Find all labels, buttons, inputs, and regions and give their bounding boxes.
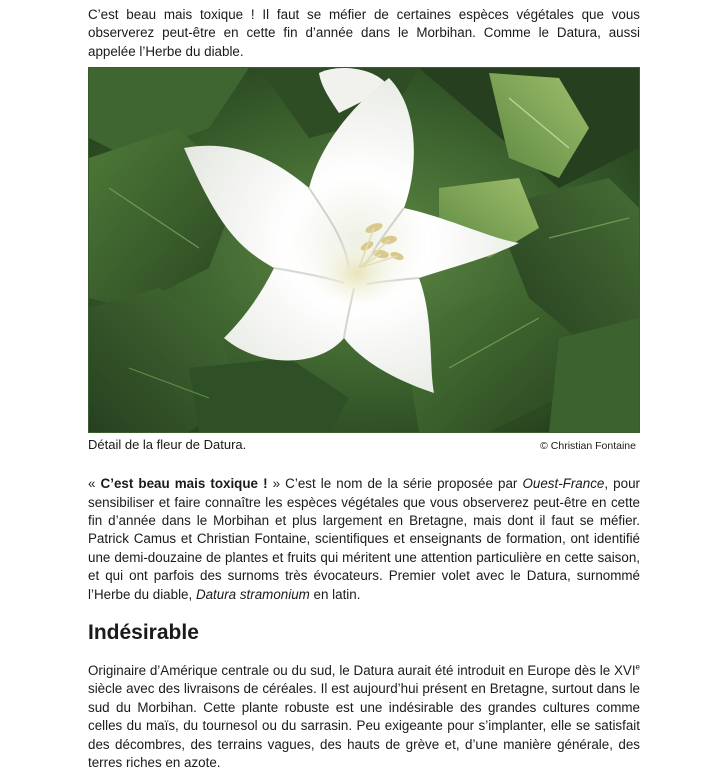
photo-credit: © Christian Fontaine <box>540 440 636 453</box>
paragraph-1-text-c: en latin. <box>309 586 361 602</box>
paragraph-2-text-a: Originaire d’Amérique centrale ou du sud, le Datura aurait été introduit en Europe dès le XVI <box>88 663 636 679</box>
intro-paragraph: C’est beau mais toxique ! Il faut se méfier de certaines espèces végétales que vous observerez peut-être en cette fin d’année dans le Morbihan. Comme le Datura, aussi appelée l’Herbe du diable. <box>88 7 640 59</box>
photo-caption: Détail de la fleur de Datura. <box>88 437 247 453</box>
series-title: C’est beau mais toxique ! <box>100 476 268 492</box>
paragraph-2-text-b: siècle avec des livraisons de céréales. Il est aujourd’hui présent en Bretagne, surtout dans le sud du Morbihan. Cette plante robuste est une indésirable des grandes cultures comme celles du maïs, du tournesol ou du sarrasin. Peu exigeante pour s’implanter, elle se satisfait des décombres, des terrains vagues, des hauts de grève et, d’une manière générale, des terres riches en azote. <box>88 681 640 771</box>
latin-name: Datura stramonium <box>195 586 310 602</box>
article-paragraph-2 <box>88 662 640 772</box>
article-paragraph-1 <box>88 475 640 604</box>
paragraph-1-text-b: , pour sensibiliser et faire connaître les espèces végétales que vous observerez peut-être en cette fin d’année dans le Morbihan et plus largement en Bretagne, mais dont il faut se méfier. Patrick Camus et Christian Fontaine, scientifiques et enseignants de formation, ont identifié une demi-douzaine de plantes et fruits qui méritent une attention particulière en cette saison, et qui ont parfois des surnoms très évocateurs. Premier volet avec le Datura, surnommé l’Herbe du diable, <box>88 476 640 602</box>
article <box>88 6 640 773</box>
paragraph-1-text-a: » C’est le nom de la série proposée par <box>267 476 523 492</box>
publisher-name: Ouest-France <box>522 476 605 492</box>
photo-caption-row <box>88 436 640 455</box>
century-superscript: e <box>635 662 640 672</box>
section-heading: Indésirable <box>88 621 199 645</box>
datura-flower-photo <box>88 67 640 433</box>
open-quote: « <box>88 476 101 492</box>
